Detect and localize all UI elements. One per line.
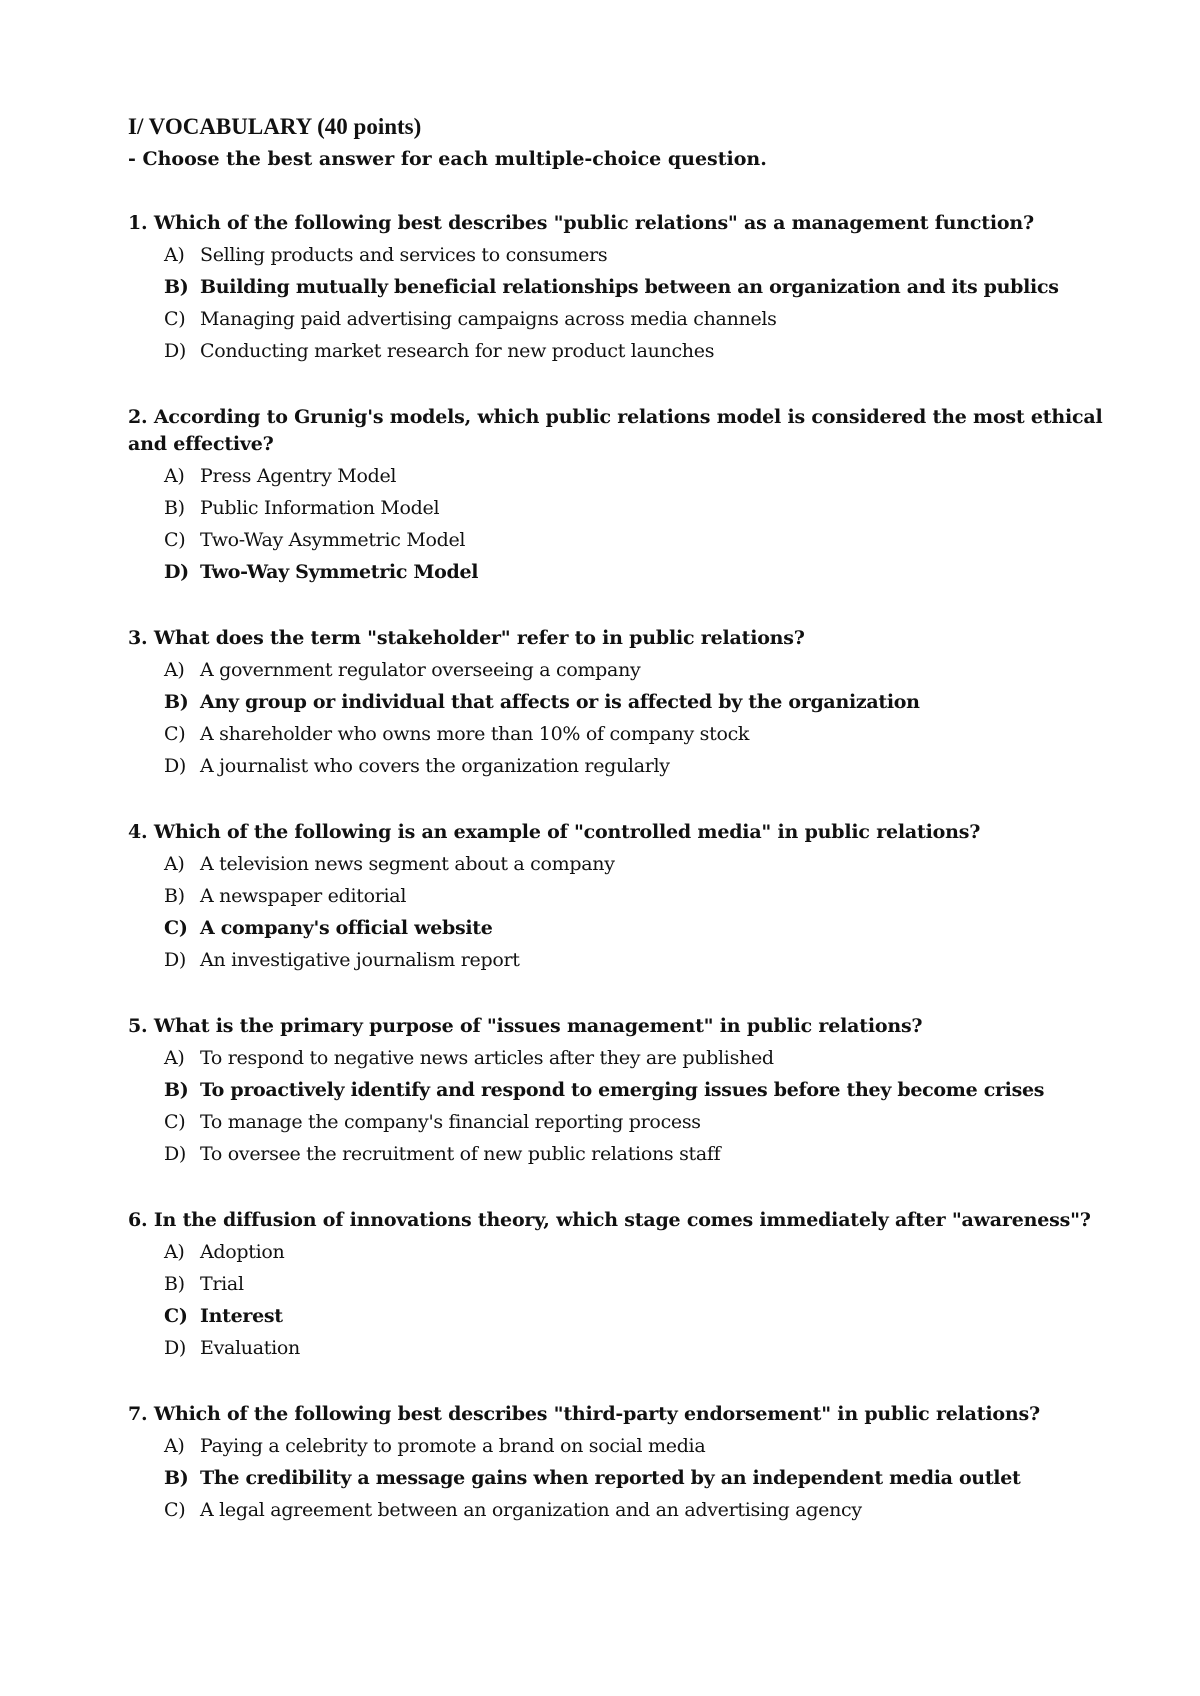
question-4 (128, 819, 1108, 976)
answer-options (128, 654, 1108, 782)
answer-option (164, 1268, 1108, 1300)
answer-option (164, 1462, 1108, 1494)
option-letter: C) (164, 723, 186, 745)
answer-option (164, 686, 1108, 718)
answer-option (164, 750, 1108, 782)
answer-option (164, 1138, 1108, 1170)
option-letter: D) (164, 755, 187, 777)
option-letter: A) (164, 244, 185, 266)
option-letter: A) (164, 659, 185, 681)
option-text: To proactively identify and respond to emerging issues before they become crises (200, 1079, 1045, 1101)
option-letter: A) (164, 465, 185, 487)
question-list (128, 210, 1108, 1526)
answer-option (164, 556, 1108, 588)
option-text: A journalist who covers the organization regularly (200, 755, 670, 777)
answer-option (164, 1494, 1108, 1526)
option-text: A television news segment about a company (200, 853, 615, 875)
section-instruction: - Choose the best answer for each multiple-choice question. (128, 148, 767, 170)
answer-option (164, 1106, 1108, 1138)
answer-option (164, 271, 1108, 303)
answer-options (128, 1042, 1108, 1170)
option-text: A legal agreement between an organization and an advertising agency (200, 1499, 862, 1521)
answer-options (128, 1430, 1108, 1526)
answer-option (164, 1236, 1108, 1268)
answer-option (164, 912, 1108, 944)
option-letter: B) (164, 885, 185, 907)
option-text: To respond to negative news articles after they are published (200, 1047, 774, 1069)
option-text: Paying a celebrity to promote a brand on social media (200, 1435, 706, 1457)
option-text: Managing paid advertising campaigns across media channels (200, 308, 777, 330)
option-letter: C) (164, 1305, 188, 1327)
option-text: Conducting market research for new product launches (200, 340, 715, 362)
option-text: To manage the company's financial reporting process (200, 1111, 701, 1133)
answer-option (164, 880, 1108, 912)
option-letter: C) (164, 1499, 186, 1521)
option-text: Interest (200, 1305, 283, 1327)
option-letter: B) (164, 691, 189, 713)
option-letter: D) (164, 561, 189, 583)
option-text: Building mutually beneficial relationships between an organization and its publics (200, 276, 1059, 298)
question-7 (128, 1401, 1108, 1526)
answer-option (164, 1074, 1108, 1106)
option-letter: D) (164, 949, 187, 971)
option-letter: A) (164, 1241, 185, 1263)
question-stem: 7. Which of the following best describes "third-party endorsement" in public relations? (128, 1403, 1040, 1425)
option-letter: C) (164, 529, 186, 551)
question-stem: 1. Which of the following best describes "public relations" as a management function? (128, 212, 1034, 234)
answer-options (128, 1236, 1108, 1364)
question-stem: 4. Which of the following is an example of "controlled media" in public relations? (128, 821, 981, 843)
answer-options (128, 460, 1108, 588)
answer-option (164, 848, 1108, 880)
option-text: To oversee the recruitment of new public relations staff (200, 1143, 721, 1165)
option-text: An investigative journalism report (200, 949, 520, 971)
question-3 (128, 625, 1108, 782)
option-text: Two-Way Symmetric Model (200, 561, 479, 583)
option-text: Two-Way Asymmetric Model (200, 529, 466, 551)
option-text: Adoption (200, 1241, 285, 1263)
option-letter: A) (164, 853, 185, 875)
option-letter: D) (164, 340, 187, 362)
option-text: A shareholder who owns more than 10% of company stock (200, 723, 750, 745)
answer-option (164, 524, 1108, 556)
question-stem: 5. What is the primary purpose of "issues management" in public relations? (128, 1015, 923, 1037)
answer-option (164, 654, 1108, 686)
option-letter: A) (164, 1435, 185, 1457)
answer-option (164, 492, 1108, 524)
option-letter: B) (164, 1467, 189, 1489)
option-text: Press Agentry Model (200, 465, 397, 487)
option-text: A government regulator overseeing a company (200, 659, 641, 681)
question-2 (128, 404, 1108, 588)
option-letter: B) (164, 1273, 185, 1295)
option-letter: C) (164, 917, 188, 939)
option-text: Trial (200, 1273, 244, 1295)
answer-option (164, 460, 1108, 492)
option-text: A newspaper editorial (200, 885, 407, 907)
question-5 (128, 1013, 1108, 1170)
option-letter: A) (164, 1047, 185, 1069)
answer-option (164, 1430, 1108, 1462)
option-letter: B) (164, 497, 185, 519)
option-letter: C) (164, 1111, 186, 1133)
section-title: I/ VOCABULARY (40 points) (128, 114, 422, 139)
question-1 (128, 210, 1108, 367)
answer-option (164, 944, 1108, 976)
answer-option (164, 1042, 1108, 1074)
answer-options (128, 239, 1108, 367)
answer-option (164, 1332, 1108, 1364)
answer-option (164, 1300, 1108, 1332)
option-text: The credibility a message gains when reported by an independent media outlet (200, 1467, 1021, 1489)
question-6 (128, 1207, 1108, 1364)
question-stem: 2. According to Grunig's models, which public relations model is considered the most ethical and effective? (128, 406, 1103, 455)
option-text: Selling products and services to consumers (200, 244, 608, 266)
option-text: Evaluation (200, 1337, 300, 1359)
option-text: Public Information Model (200, 497, 440, 519)
question-stem: 6. In the diffusion of innovations theory, which stage comes immediately after "awareness"? (128, 1209, 1091, 1231)
answer-option (164, 335, 1108, 367)
option-letter: B) (164, 1079, 189, 1101)
option-text: A company's official website (200, 917, 493, 939)
answer-options (128, 848, 1108, 976)
answer-option (164, 303, 1108, 335)
answer-option (164, 239, 1108, 271)
answer-option (164, 718, 1108, 750)
option-text: Any group or individual that affects or is affected by the organization (200, 691, 920, 713)
question-stem: 3. What does the term "stakeholder" refer to in public relations? (128, 627, 805, 649)
document-page (128, 112, 1108, 1526)
option-letter: D) (164, 1337, 187, 1359)
option-letter: C) (164, 308, 186, 330)
option-letter: D) (164, 1143, 187, 1165)
option-letter: B) (164, 276, 189, 298)
